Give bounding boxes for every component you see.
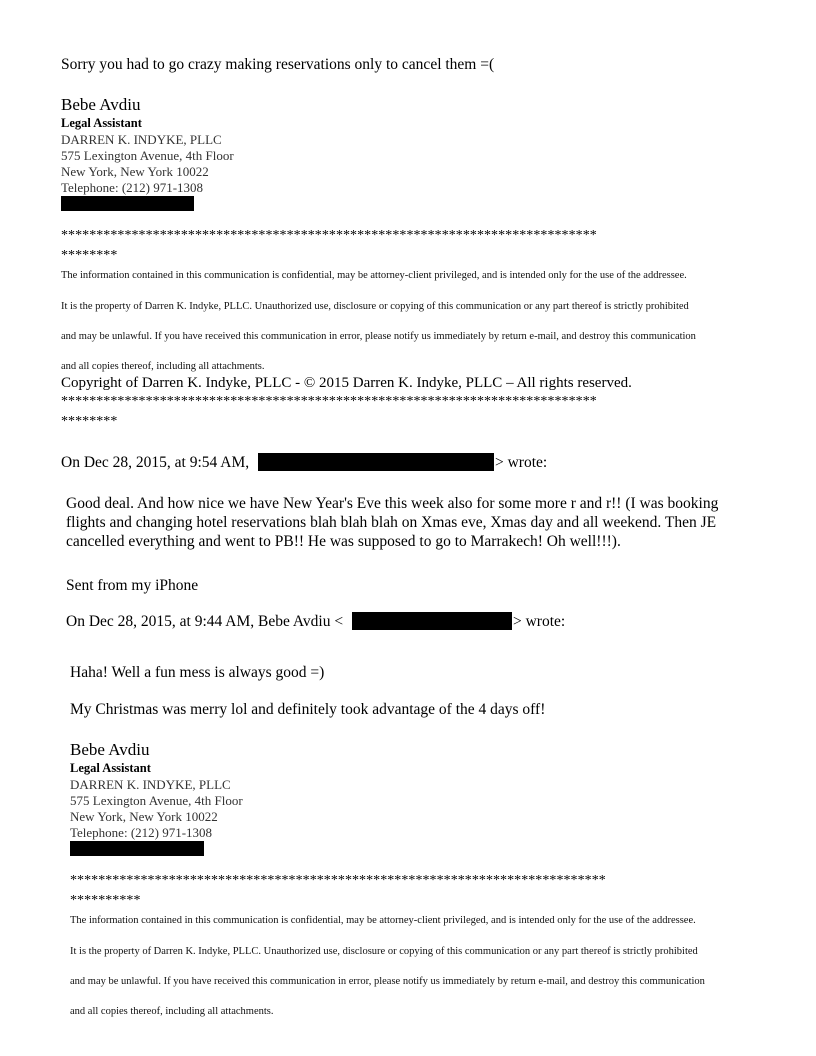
separator-stars: **************************************************************************** [61,394,597,409]
redaction-bar [70,841,204,856]
copyright-line: Copyright of Darren K. Indyke, PLLC - © 2015 Darren K. Indyke, PLLC – All rights reserved. [61,375,632,391]
signature-address-2: New York, New York 10022 [70,809,218,824]
sent-from-line: Sent from my iPhone [66,577,199,594]
quote-header-suffix: > wrote: [513,613,566,630]
signature-phone: Telephone: (212) 971-1308 [70,825,213,840]
separator-stars: ******** [61,414,118,429]
signature-title: Legal Assistant [70,761,151,775]
quote-header-prefix: On Dec 28, 2015, at 9:54 AM, [61,454,250,471]
quote-header [61,454,249,472]
disclaimer-paragraph: It is the property of Darren K. Indyke, PLLC. Unauthorized use, disclosure or copying of this communication or any part thereof is strictly prohibited [61,301,689,312]
redaction-bar [352,612,512,630]
disclaimer-paragraph: The information contained in this communication is confidential, may be attorney-client privileged, and is intended only for the use of the addressee. [70,915,696,926]
signature-address-1: 575 Lexington Avenue, 4th Floor [61,148,234,163]
quoted-line: Haha! Well a fun mess is always good =) [70,664,325,681]
disclaimer-paragraph: It is the property of Darren K. Indyke, PLLC. Unauthorized use, disclosure or copying of this communication or any part thereof is strictly prohibited [70,946,698,957]
signature-name: Bebe Avdiu [70,740,150,759]
quote-header: On Dec 28, 2015, at 9:44 AM, Bebe Avdiu < [66,613,344,630]
separator-stars: **************************************************************************** [61,228,597,243]
disclaimer-paragraph: and all copies thereof, including all attachments. [61,361,265,372]
quote-header-suffix: > wrote: [495,454,548,471]
disclaimer-paragraph: and may be unlawful. If you have received this communication in error, please notify us immediately by return e-mail, and destroy this communication [61,331,696,342]
quoted-message-body: Good deal. And how nice we have New Year's Eve this week also for some more r and r!! (I was booking flights and changing hotel reservations blah blah blah on Xmas eve, Xmas day and all weekend. Then JE cancelled everything and went to PB!! He was supposed to go to Marrakech! Oh well!!!). [66,495,719,550]
signature-name: Bebe Avdiu [61,95,141,114]
redaction-bar [258,453,494,471]
separator-stars: ********** [70,893,141,908]
separator-stars: **************************************************************************** [70,873,606,888]
disclaimer-paragraph: The information contained in this communication is confidential, may be attorney-client privileged, and is intended only for the use of the addressee. [61,270,687,281]
signature-firm: DARREN K. INDYKE, PLLC [61,132,222,147]
quoted-line: My Christmas was merry lol and definitely took advantage of the 4 days off! [70,701,546,718]
signature-firm: DARREN K. INDYKE, PLLC [70,777,231,792]
signature-title: Legal Assistant [61,116,142,130]
reply-text: Sorry you had to go crazy making reservations only to cancel them =( [61,56,495,73]
signature-address-1: 575 Lexington Avenue, 4th Floor [70,793,243,808]
redaction-bar [61,196,194,211]
disclaimer-paragraph: and may be unlawful. If you have received this communication in error, please notify us immediately by return e-mail, and destroy this communication [70,976,705,987]
signature-address-2: New York, New York 10022 [61,164,209,179]
disclaimer-paragraph: and all copies thereof, including all attachments. [70,1006,274,1017]
signature-phone: Telephone: (212) 971-1308 [61,180,204,195]
separator-stars: ******** [61,248,118,263]
